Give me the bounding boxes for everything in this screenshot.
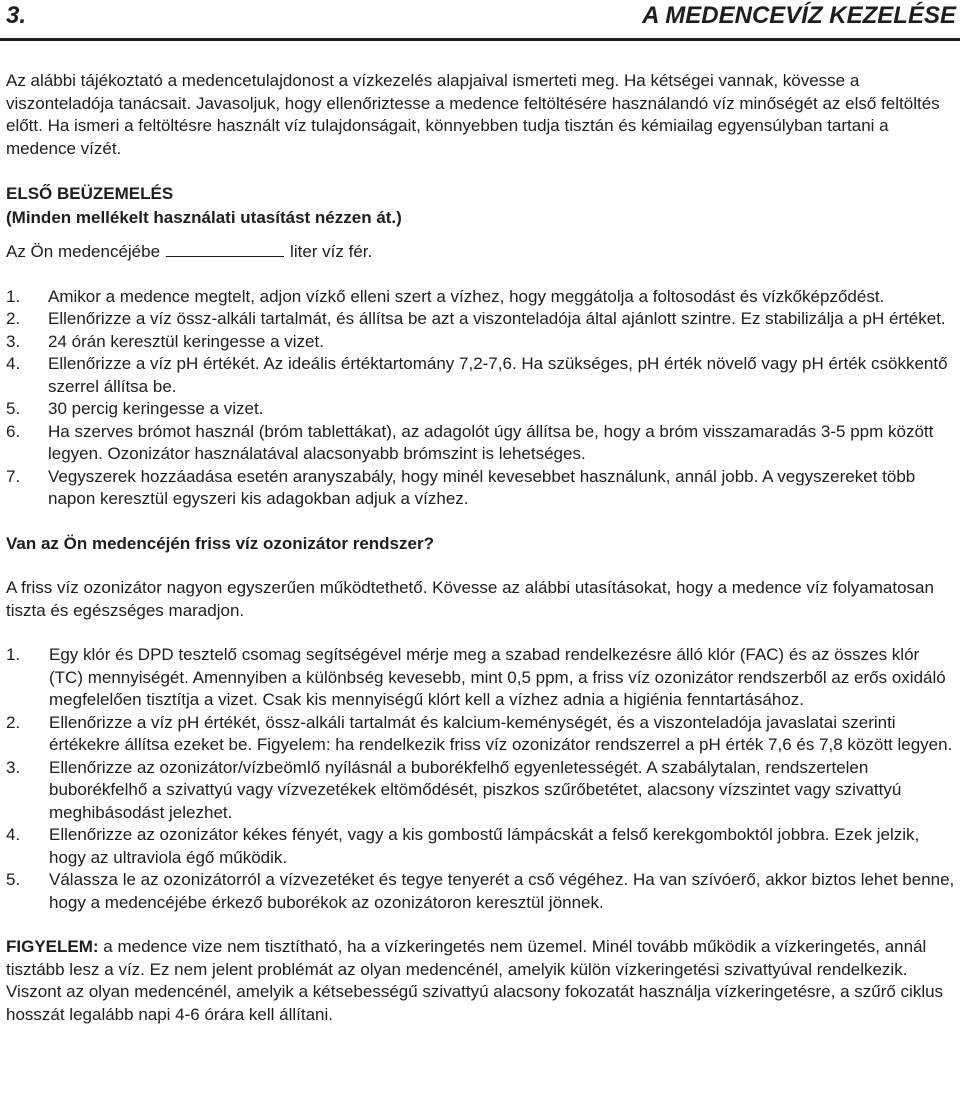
first-use-subheading: (Minden mellékelt használati utasítást nézzen át.) [6, 208, 402, 227]
intro-paragraph: Az alábbi tájékoztató a medencetulajdonost a vízkezelés alapjaival ismerteti meg. Ha kétségei vannak, kövesse a viszonteladója tanácsait. Javasoljuk, hogy ellenőriztesse a medence feltöltésére használandó víz minőségét az első feltöltés előtt. Ha ismeri a feltöltésre használt víz tulajdonságait, könnyebben tudja tisztán és kémiailag egyensúlyban tartani a medence vízét. [6, 71, 940, 158]
warning-note [6, 936, 956, 1026]
section-title: A MEDENCEVÍZ KEZELÉSE [642, 2, 956, 29]
list-item [6, 353, 956, 398]
step-number: 3. [6, 331, 21, 351]
list-item [6, 712, 956, 757]
step-number: 1. [6, 645, 21, 664]
ozonizer-question: Van az Ön medencéjén friss víz ozonizátor rendszer? [6, 533, 434, 553]
step-text: Amikor a medence megtelt, adjon vízkő elleni szert a vízhez, hogy meggátolja a foltosodást és vízkőképződést. [48, 286, 885, 306]
section-header [0, 0, 960, 41]
list-item [6, 421, 956, 466]
first-use-steps [6, 286, 956, 511]
step-number: 3. [6, 757, 21, 777]
step-number: 7. [6, 466, 21, 486]
ozonizer-paragraph: A friss víz ozonizátor nagyon egyszerűen működtethető. Kövesse az alábbi utasításokat, hogy a medence víz folyamatosan tiszta és egészséges maradjon. [6, 578, 934, 620]
capacity-blank [166, 240, 284, 257]
step-text: Egy klór és DPD tesztelő csomag segítségével mérje meg a szabad rendelkezésre álló klór (FAC) és az összes klór (TC) mennyiségét. Amennyiben a különbség kevesebb, mint 0,5 ppm, a friss víz ozonizátor rendszerből az erős oxidáló megfelelően tisztítja a vizet. Csak kis mennyiségű klórt kell a vízhez adnia a higiénia fenntartásához. [49, 645, 946, 709]
step-text: Ellenőrizze az ozonizátor kékes fényét, vagy a kis gombostű lámpácskát a felső kerekgomboktól jobbra. Ezek jelzik, hogy az ultraviola égő működik. [49, 825, 920, 867]
document-body [6, 70, 956, 1026]
warning-label: FIGYELEM: [6, 937, 99, 956]
step-text: Ellenőrizze a víz pH értékét. Az ideális értéktartomány 7,2-7,6. Ha szükséges, pH érték növelő vagy pH érték csökkentő szerrel állítsa be. [48, 354, 948, 396]
capacity-suffix: liter víz fér. [290, 242, 373, 261]
list-item [6, 331, 956, 354]
list-item [6, 286, 956, 309]
step-text: Ellenőrizze a víz pH értékét, össz-alkáli tartalmát és kalcium-keménységét, és a viszonteladója javaslatai szerinti értékekre állítsa ezeket be. Figyelem: ha rendelkezik friss víz ozonizátor rendszerrel a pH érték 7,6 és 7,8 között legyen. [49, 712, 953, 754]
step-text: 30 percig keringesse a vizet. [48, 399, 264, 418]
step-number: 4. [6, 825, 21, 844]
step-number: 6. [6, 421, 21, 441]
capacity-line [6, 240, 956, 264]
warning-text: a medence vize nem tisztítható, ha a vízkeringetés nem üzemel. Minél tovább működik a vízkeringetés, annál tisztább lesz a víz. Ez nem jelent problémát az olyan medencénél, amelyik külön vízkeringetési szivattyúval rendelkezik. Viszont az olyan medencénél, amelyik a kétsebességű szivattyú alacsony fokozatát használja vízkeringetésre, a szűrő ciklus hosszát legalább napi 4-6 órára kell állítani. [6, 937, 944, 1024]
list-item [6, 644, 956, 712]
list-item [6, 308, 956, 331]
step-text: Vegyszerek hozzáadása esetén aranyszabály, hogy minél kevesebbet használunk, annál jobb. A vegyszereket több napon keresztül egyszeri kis adagokban adjuk a vízhez. [48, 466, 916, 508]
list-item [6, 398, 956, 421]
step-text: 24 órán keresztül keringesse a vizet. [48, 331, 324, 351]
step-number: 5. [6, 870, 21, 889]
list-item [6, 824, 956, 869]
step-number: 5. [6, 399, 21, 418]
step-number: 4. [6, 354, 21, 373]
step-text: Ha szerves brómot használ (bróm tablettákat), az adagolót úgy állítsa be, hogy a bróm visszamaradás 3-5 ppm között legyen. Ozonizátor használatával alacsonyabb brómszint is lehetséges. [48, 421, 934, 463]
step-number: 1. [6, 286, 21, 306]
step-text: Válassza le az ozonizátorról a vízvezetéket és tegye tenyerét a cső végéhez. Ha van szívóerő, akkor biztos lehet benne, hogy a medencéjébe érkező buborékok az ozonizátoron keresztül jönnek. [49, 870, 955, 912]
step-text: Ellenőrizze a víz össz-alkáli tartalmát, és állítsa be azt a viszonteladója által ajánlott szintre. Ez stabilizálja a pH értéket. [48, 309, 946, 328]
ozonizer-steps [6, 644, 956, 914]
first-use-heading: ELSŐ BEÜZEMELÉS [6, 184, 174, 203]
capacity-prefix: Az Ön medencéjébe [6, 242, 161, 261]
step-number: 2. [6, 712, 21, 732]
list-item [6, 466, 956, 511]
step-text: Ellenőrizze az ozonizátor/vízbeömlő nyílásnál a buborékfelhő egyenletességét. A szabálytalan, rendszertelen buborékfelhő a szivattyú vagy vízvezetékek eltömődését, piszkos szűrőbetétet, alacsony vízszintet vagy szivattyú meghibásodást jelezhet. [49, 757, 902, 822]
section-number: 3. [6, 2, 27, 29]
step-number: 2. [6, 309, 21, 328]
list-item [6, 757, 956, 825]
list-item [6, 869, 956, 914]
